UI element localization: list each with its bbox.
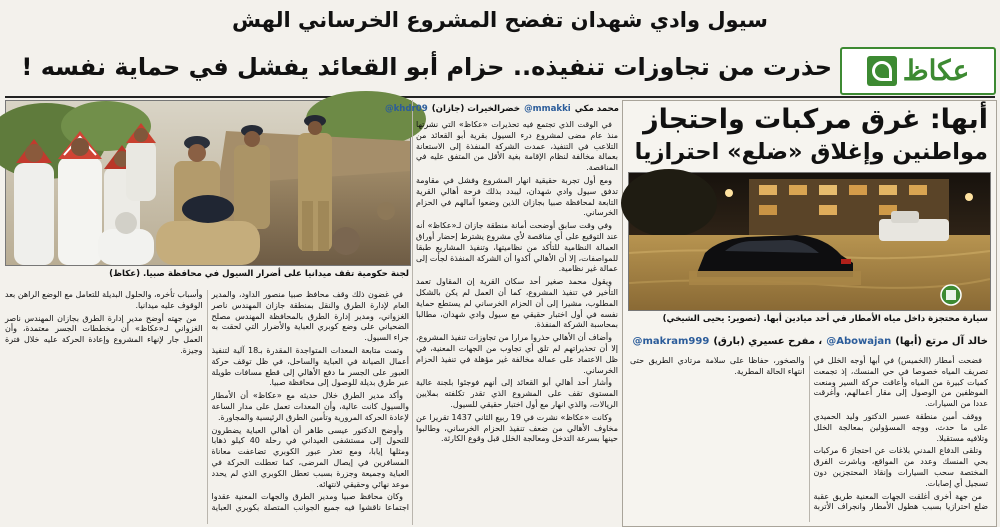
main-story-body bbox=[416, 120, 618, 524]
paragraph: وكانت «عكاظ» نشرت في 19 ربيع الثاني 1437 تقريرا عن مخاوف الأهالي من ضعف تنفيذ الحزام الخرساني، وطالبوا حينها بسرعة التدخل ومعالجة الخلل قبل وقوع الكارثة. bbox=[416, 412, 618, 444]
paragraph: في غضون ذلك وقف محافظ صبيا منصور الداود، والمدير العام لإدارة الطرق والنقل بمنطقة جازان المهندس ناصر الغزواني، ومدير إدارة الطرق بالمحافظة المهندس مصلح الضحياني على وضع كوبري العباية والأضرار التي لحقت به جراء السيول. bbox=[211, 290, 409, 343]
photo-caption: سيارة محتجزة داخل مياه الأمطار في أحد ميادين أبها. (تصوير: يحيى الشيخي) bbox=[662, 314, 988, 324]
site-inspection-photo bbox=[5, 100, 411, 266]
column-divider bbox=[412, 100, 413, 525]
paragraph: ووقف أمين منطقة عسير الدكتور وليد الحميدي على ما حدث، ووجه المسؤولين بمعالجة الخلل وتلافيه مستقبلا. bbox=[813, 411, 988, 443]
byline-handle-link[interactable]: @khdr09 bbox=[384, 104, 428, 114]
paragraph: في الوقت الذي تجتمع فيه تحذيرات «عكاظ» التي نشرتها منذ عام مضى لمشروع درء السيول بقرية أبو القعائد من التلاعب في التنفيذ، عمدت الشركة المنفذة إلى الاستعانة بعمالة مخالفة لنظام الإقامة بغية الأقل من المتفق عليه في المناقصة. bbox=[416, 120, 618, 173]
byline-author: خالد آل مرتع (أبها) bbox=[895, 336, 988, 347]
byline-author: محمد مكي bbox=[574, 104, 619, 114]
main-story-continued bbox=[5, 290, 409, 524]
flooded-car-photo bbox=[628, 172, 991, 311]
paragraph: ويقول محمد صغير أحد سكان القرية إن المقاول تعمد التأخير في تنفيذ المشروع، كما أن العمل لم يكن بالشكل المطلوب، مشيرا إلى أن الحزام الخرساني لم يستطع حماية نفسه في أول اختبار حقيقي مع سيول وادي شهدان، مطالبا بمحاسبة الشركة المنفذة. bbox=[416, 277, 618, 330]
paragraph: وأوضح الدكتور عيسى طاهر أن أهالي العباية يضطرون للتحول إلى مستشفى العيداني في رحلة 40 كيلو ذهابا ومثلها إيابا، ومع تعذر عبور الكوبري تضاعفت معاناة المسافرين في إيصال المرضى، كما تعطلت الحركة في العباية وجميعة وجزرة بسبب تعطل الكوبري الذي لم يحدد موعد نهائي وحقيقي لانتهائه. bbox=[211, 425, 409, 489]
side-story-body bbox=[630, 356, 988, 522]
logo-tile-icon bbox=[867, 56, 897, 86]
okaz-logo bbox=[840, 47, 996, 95]
side-headline-line: أبها: غرق مركبات واحتجاز bbox=[643, 104, 988, 135]
byline-author: ، مفرح عسيري (بارق) bbox=[713, 336, 823, 347]
paragraph: من جهة أخرى أغلقت الجهات المعنية طريق عقبة ضلع احترازيا بسبب هطول الأمطار وانجراف الأتربة والصخور، حفاظا على سلامة مرتادي الطريق حتى انتهاء الحالة المطرية. bbox=[630, 356, 988, 512]
main-story-byline bbox=[384, 101, 619, 117]
photo-caption: لجنة حكومية تقف ميدانيا على أضرار السيول في محافظة صبيا. (عكاظ) bbox=[109, 269, 409, 279]
paragraph: وفي وقت سابق أوضحت أمانة منطقة جازان لـ«عكاظ» أنه عند التوقيع على أي مناقصة لأي مشروع يشترط إحضار أوراق العمالة النظامية للتأكد من نظاميتها، وتنفيذ المشاريع طبقا للمواصفات، إلا أن الأهالي أكدوا أن الشركة المنفذة لجأت إلى عمالة غير نظامية. bbox=[416, 221, 618, 274]
paragraph: وأضاف أن الأهالي حذروا مرارا من تجاوزات تنفيذ المشروع، إلا أن تحذيراتهم لم تلق أي تجاوب من الجهات المعنية، في ظل الاعتماد على عمالة مخالفة غير مؤهلة في تنفيذ الحزام الخرساني. bbox=[416, 333, 618, 375]
paragraph: وأشار أحد أهالي أبو القعائد إلى أنهم فوجئوا بلجنة عالية المستوى تقف على المشروع الذي تقدر تكلفته بملايين الريالات، والذي انهار مع أول اختبار حقيقي للسيول. bbox=[416, 378, 618, 409]
kicker-headline: سيول وادي شهدان تفضح المشروع الخرساني الهش bbox=[232, 8, 768, 32]
main-headline: حذرت من تجاوزات تنفيذه.. حزام أبو القعائد يفشل في حماية نفسه ! bbox=[21, 53, 832, 81]
byline-handle-link[interactable]: @mmakki bbox=[524, 104, 571, 114]
byline-handle-link[interactable]: @Abowajan bbox=[826, 336, 892, 347]
paragraph: وتمت متابعة المعدات المتواجدة المقدرة بـ18 آلية لتنفيذ أعمال الصيانة في العباية والساحل، في ظل توقف حركة العبور على الجسر ما دفع الأهالي إلى قطع مسافات طويلة عبر طرق بديلة للوصول إلى محافظة صبيا. bbox=[211, 345, 409, 388]
byline-handle-link[interactable]: @makram999 bbox=[632, 336, 710, 347]
paragraph: ومع أول تجربة حقيقية انهار المشروع وفشل في مقاومة تدفق سيول وادي شهدان، ليبدد بذلك فرحة أهالي القرية التابعة لمحافظة صبيا بجازان الذين وضعوا آمالهم في الحزام الخرساني. bbox=[416, 175, 618, 218]
paragraph: وتلقى الدفاع المدني بلاغات عن احتجاز 6 مركبات بحي المنسك وعدد من المواقع، وباشرت الفرق المختصة سحب السيارات وإنقاذ المحتجزين دون تسجيل أي إصابات. bbox=[813, 446, 988, 488]
byline-author: خضرالخيرات (جازان) bbox=[431, 104, 521, 114]
logo-text: عكاظ bbox=[902, 54, 970, 87]
side-story-byline bbox=[630, 333, 988, 351]
paragraph: فضحت أمطار (الخميس) في أبها أوجه الخلل في تصريف المياه خصوصا في حي المنسك، إذ تجمعت كميات كبيرة من المياه وأعاقت حركة السير ومنعت الموظفين من الوصول إلى مقار أعمالهم، وأغرقت عددا من السيارات. bbox=[813, 356, 988, 409]
paragraph: وأكد مدير الطرق خلال حديثه مع «عكاظ» أن الأمطار والسيول كانت عالية، وأن المعدات تعمل على مدار الساعة لإعادة الحركة المرورية وتأمين الطرق الرئيسية والمجاورة. bbox=[211, 391, 409, 422]
side-headline-line: مواطنين وإغلاق «ضلع» احترازيا bbox=[634, 139, 988, 165]
paragraph: من جهته أوضح مدير إدارة الطرق بجازان المهندس ناصر الغزواني لـ«عكاظ» أن مخططات الجسر معتمدة، وأن العمل جار لإنهاء المشروع وإعادة الحركة عليه خلال فترة وجيزة. bbox=[5, 313, 203, 355]
headline-divider bbox=[5, 96, 995, 98]
paragraph: وكان محافظ صبيا ومدير الطرق والجهات المعنية عقدوا اجتماعا ناقشوا فيه جميع الجوانب المتصلة بكوبري العباية وأسباب تأخره، والحلول البديلة للتعامل مع الوضع الراهن بعد الوقوف عليه ميدانيا. bbox=[5, 290, 409, 513]
